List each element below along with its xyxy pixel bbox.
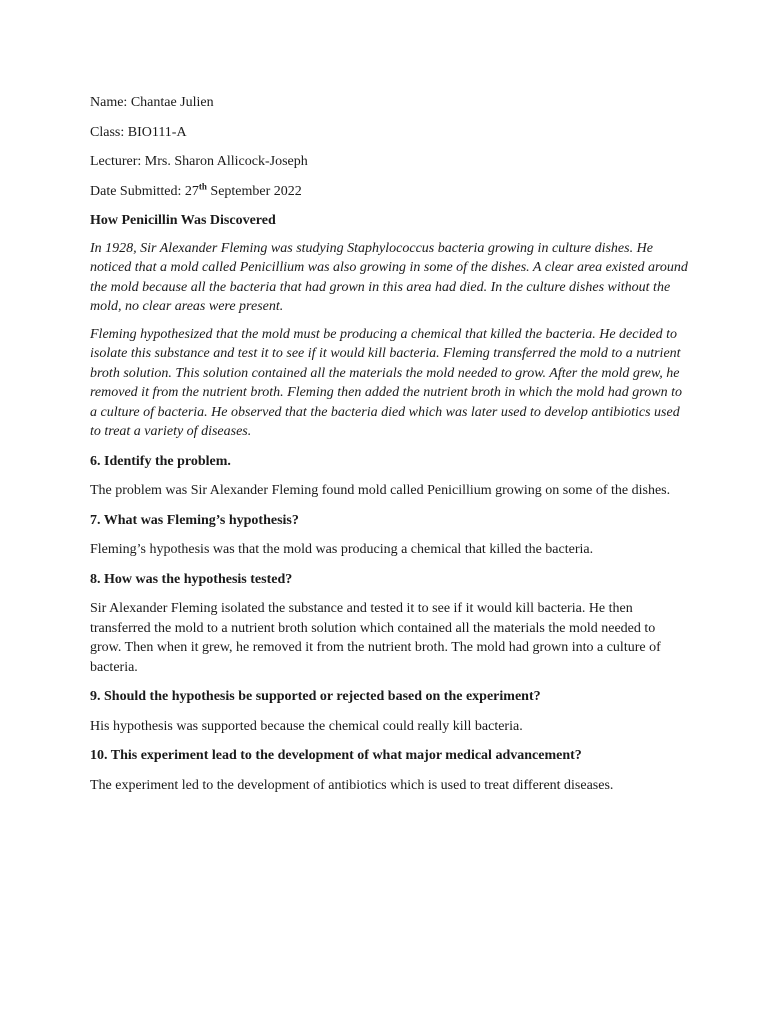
question-7: 7. What was Fleming’s hypothesis? [90,512,299,528]
question-6: 6. Identify the problem. [90,453,231,469]
answer-6: The problem was Sir Alexander Fleming found mold called Penicillium growing on some of the dishes. [90,483,671,498]
question-8: 8. How was the hypothesis tested? [90,571,293,587]
passage-paragraph-1: In 1928, Sir Alexander Fleming was studying Staphylococcus bacteria growing in culture dishes. He noticed that a mold called Penicillium was also growing in some of the dishes. A clear area existed around the mold because all the bacteria that had grown in this area had died. In the culture dishes without the mold, no clear areas were present. [90,240,688,314]
question-10: 10. This experiment lead to the development of what major medical advancement? [90,748,582,763]
answer-7: Fleming’s hypothesis was that the mold was producing a chemical that killed the bacteria. [90,542,594,557]
date-ordinal-suffix: th [198,180,207,191]
answer-8: Sir Alexander Fleming isolated the substance and tested it to see if it would kill bacteria. He then transferred the mold to a nutrient broth solution which contained all the materials the mold needed to grow. Then when it grew, he removed it from the nutrient broth. The mold had grown into a culture of bacteria. [90,601,661,675]
date-suffix: September 2022 [206,183,302,199]
date-submitted [90,182,688,202]
document-title: How Penicillin Was Discovered [90,213,276,228]
lecturer-name: Lecturer: Mrs. Sharon Allicock-Joseph [90,154,308,169]
date-prefix: Date Submitted: 27 [90,183,199,199]
answer-10: The experiment led to the development of antibiotics which is used to treat different diseases. [90,777,614,793]
class-code: Class: BIO111-A [90,124,187,140]
answer-9: His hypothesis was supported because the chemical could really kill bacteria. [90,718,523,734]
student-name: Name: Chantae Julien [90,95,214,110]
passage-paragraph-2: Fleming hypothesized that the mold must be producing a chemical that killed the bacteria. He decided to isolate this substance and test it to see if it would kill bacteria. Fleming transferred the mold to a nutrient broth solution. This solution contained all the materials the mold needed to grow. After the mold grew, he removed it from the nutrient broth. Fleming then added the nutrient broth in which the mold had grown to a culture of bacteria. He observed that the bacteria died which was later used to develop antibiotics used to treat a variety of diseases. [90,326,682,439]
question-9: 9. Should the hypothesis be supported or rejected based on the experiment? [90,689,541,704]
